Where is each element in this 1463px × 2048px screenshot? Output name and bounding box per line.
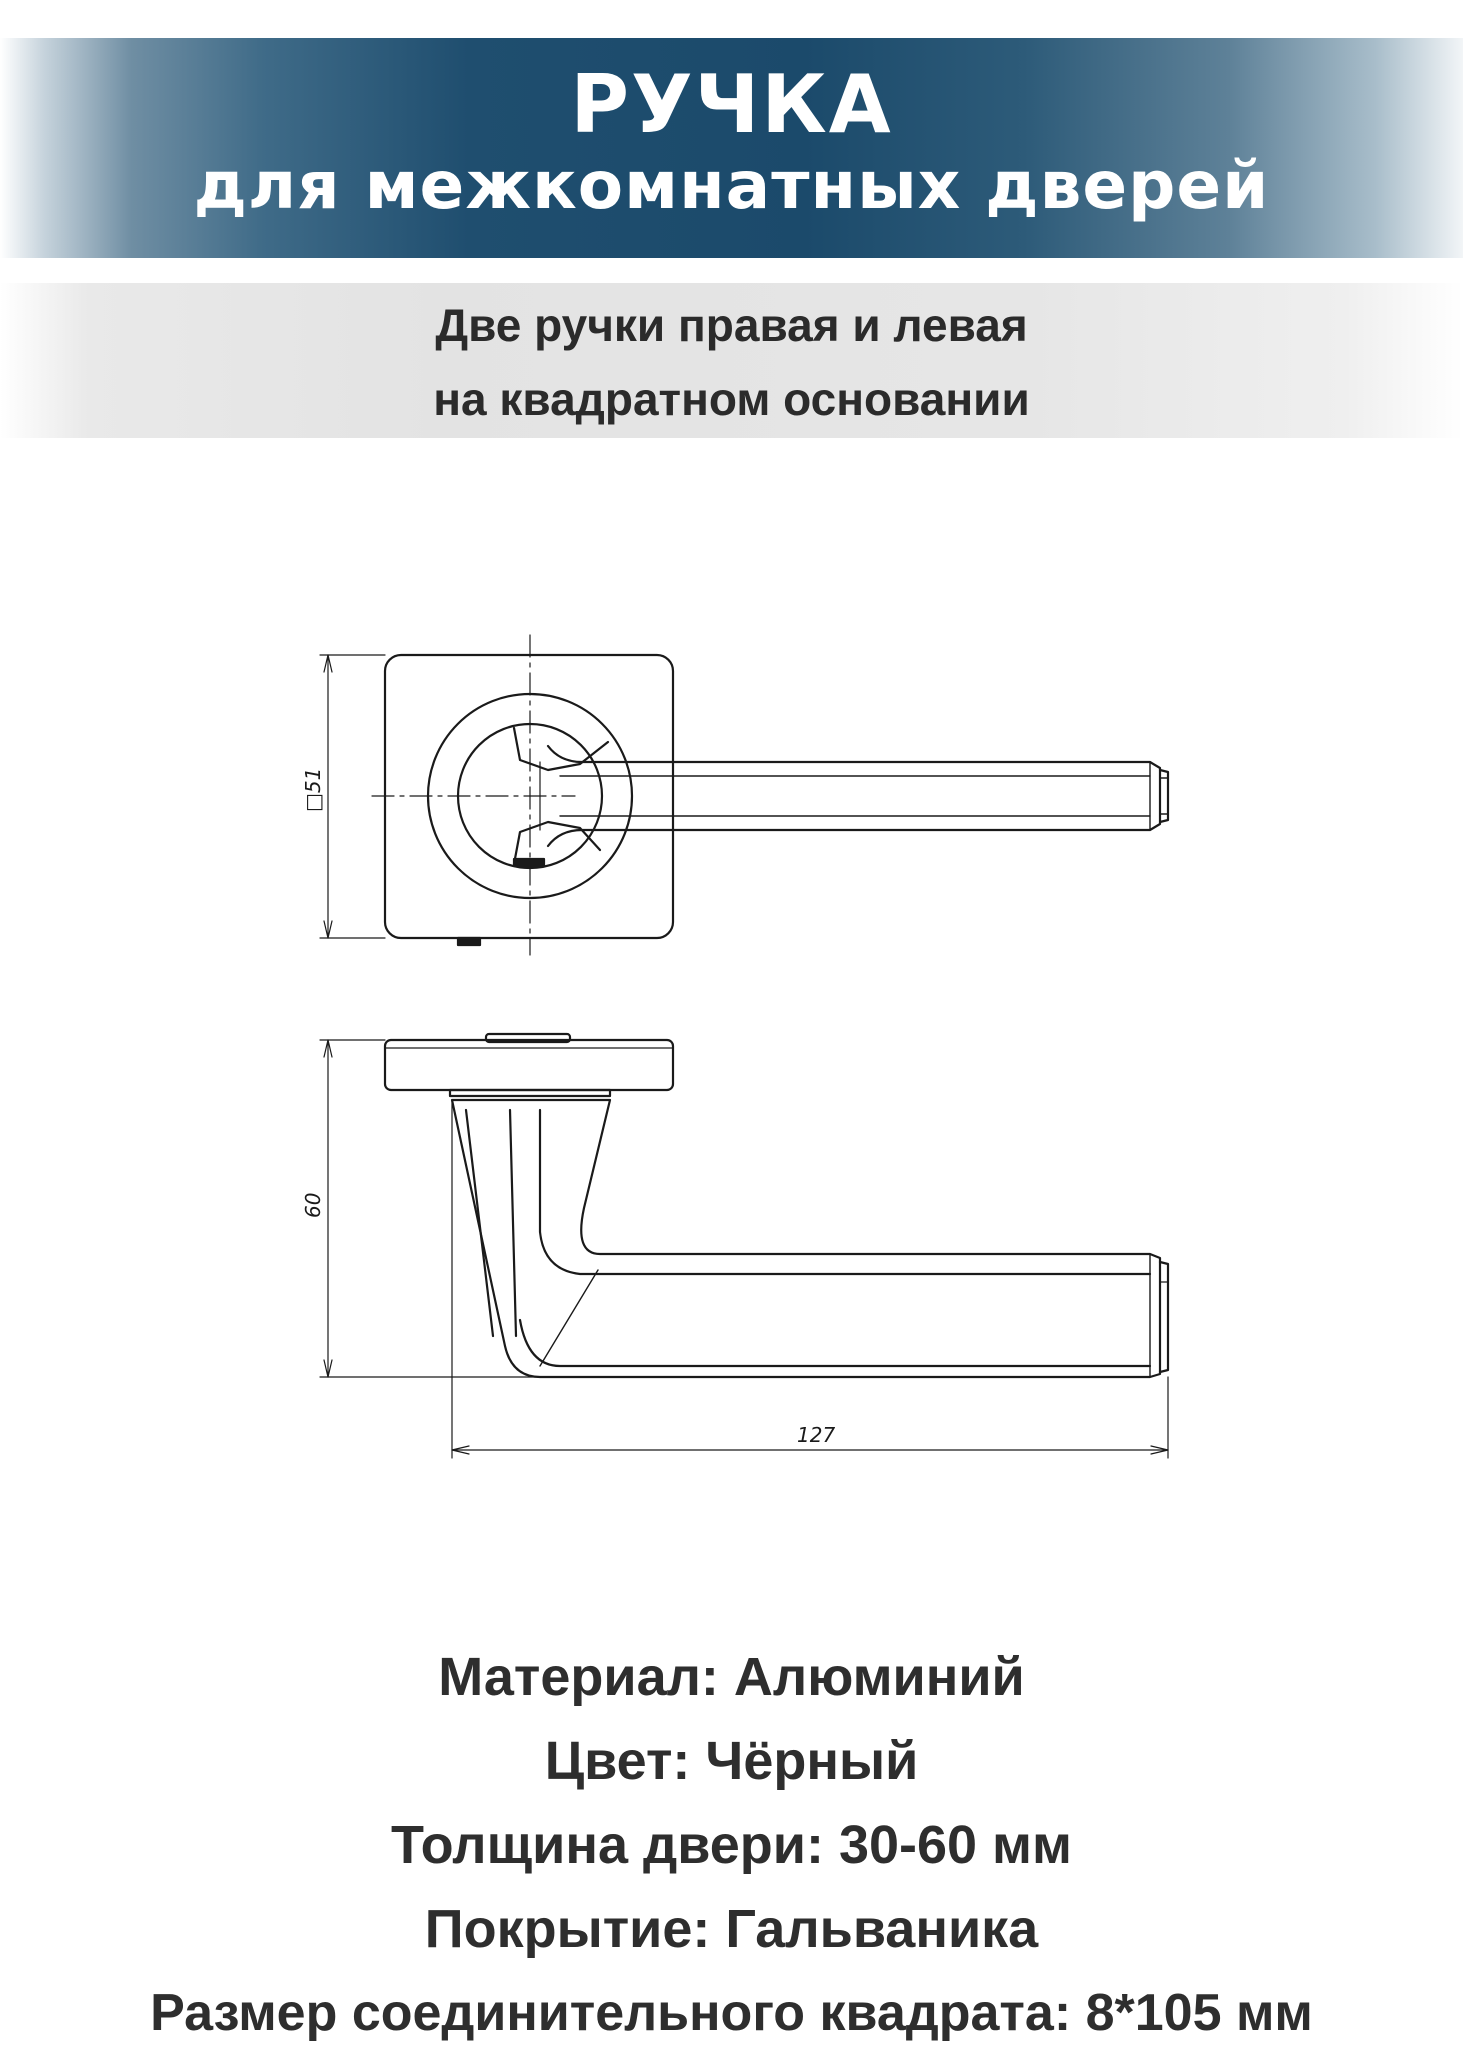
side-view <box>320 1034 1168 1458</box>
dim-length-label: 127 <box>797 1423 836 1447</box>
dim-square-label: □51 <box>301 767 325 812</box>
side-collar <box>450 1090 610 1096</box>
page-title: РУЧКА <box>570 58 893 151</box>
handle-bar-top <box>548 746 1160 846</box>
spec-color: Цвет: Чёрный <box>544 1731 919 1791</box>
neck-lower <box>514 822 600 864</box>
spec-material: Материал: Алюминий <box>438 1647 1025 1707</box>
side-neck-inner <box>466 1110 1150 1336</box>
dim-height-label: 60 <box>301 1192 325 1218</box>
description-line-1: Две ручки правая и левая <box>435 299 1028 351</box>
keyway <box>514 859 544 866</box>
top-view <box>320 635 1168 955</box>
latch-detail <box>458 938 480 945</box>
spec-door-thickness: Толщина двери: 30-60 мм <box>391 1815 1072 1875</box>
page-subtitle: для межкомнатных дверей <box>193 147 1270 224</box>
description-line-2: на квадратном основании <box>433 373 1030 425</box>
spec-coating: Покрытие: Гальваника <box>424 1899 1039 1959</box>
spec-square-size: Размер соединительного квадрата: 8*105 мм <box>150 1984 1313 2042</box>
side-neck-diagonal <box>540 1270 598 1366</box>
side-neck-curve <box>520 1320 1150 1366</box>
side-cap <box>1160 1262 1168 1372</box>
